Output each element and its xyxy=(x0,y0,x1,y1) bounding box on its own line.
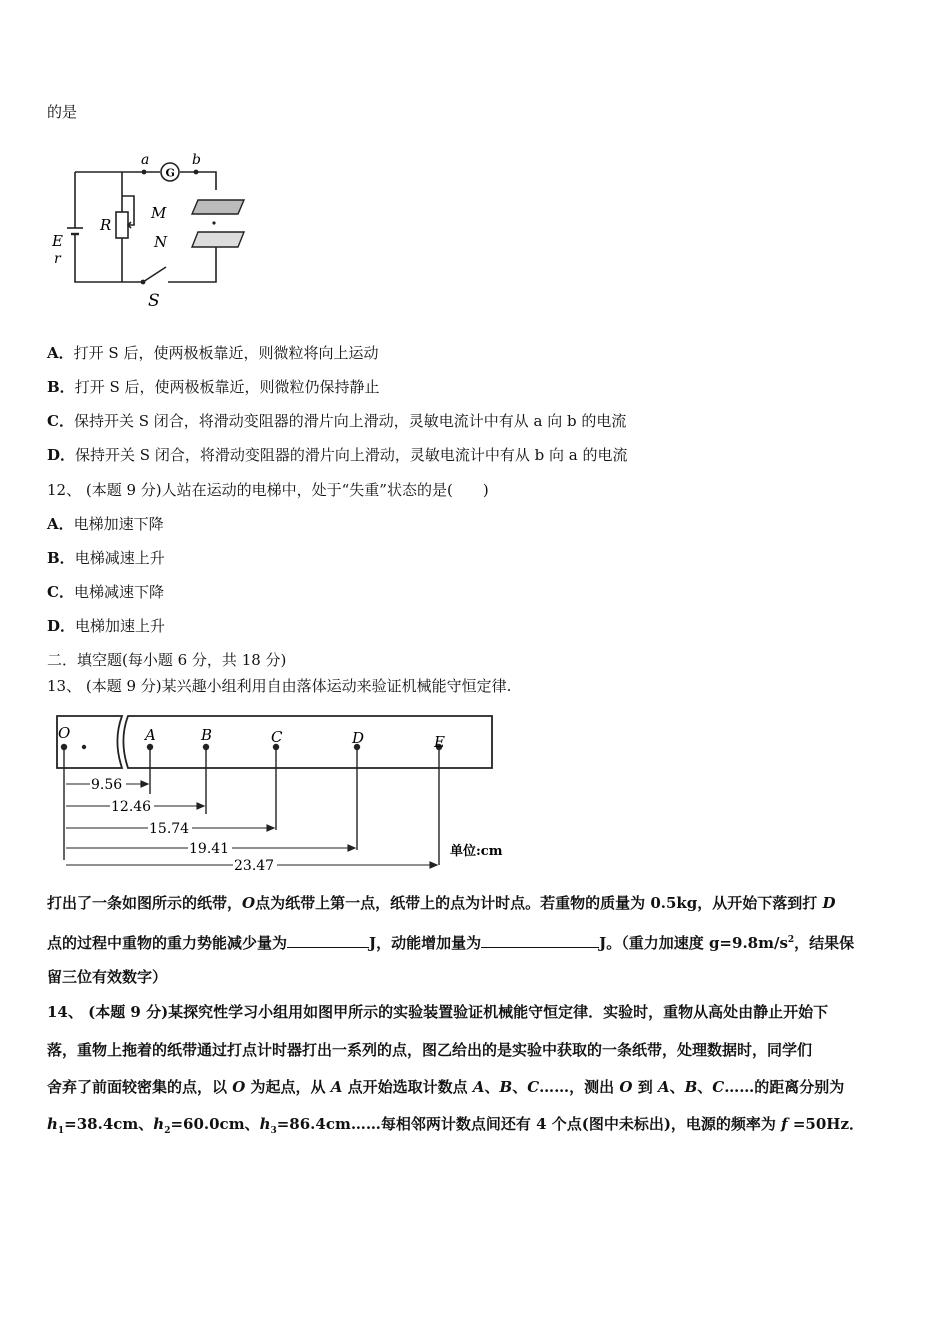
q14-line-3: 舍弃了前面较密集的点，以 O 为起点，从 A 点开始选取计数点 A、B、C……，测出 O 到 A、B、C……的距离分别为 xyxy=(47,1078,845,1096)
charged-particle xyxy=(212,221,215,224)
label-m: M xyxy=(151,204,167,222)
label-n: N xyxy=(154,233,168,251)
q12-stem: 12、 (本题 9 分)人站在运动的电梯中，处于“失重”状态的是( ) xyxy=(47,481,489,499)
q14-line-1: 14、 (本题 9 分)某探究性学习小组用如图甲所示的实验装置验证机械能守恒定律．实验时，重物从高处由静止开始下 xyxy=(47,1003,829,1021)
q12-option-a: A．电梯加速下降 xyxy=(47,515,164,533)
distance-od: 19.41 xyxy=(189,841,230,857)
q12-option-d: D．电梯加速上升 xyxy=(47,617,166,635)
label-point-o: O xyxy=(58,724,71,742)
point-b xyxy=(203,744,209,750)
q12-option-b: B．电梯减速上升 xyxy=(47,549,165,567)
kinetic-energy-blank[interactable] xyxy=(481,931,599,948)
q13-body-line-3: 留三位有效数字） xyxy=(47,968,168,986)
potential-energy-blank[interactable] xyxy=(287,931,369,948)
rheostat-body xyxy=(116,212,128,238)
q11-option-c: C．保持开关 S 闭合，将滑动变阻器的滑片向上滑动，灵敏电流计中有从 a 向 b 的电流 xyxy=(47,412,627,430)
q11-option-d: D．保持开关 S 闭合，将滑动变阻器的滑片向上滑动，灵敏电流计中有从 b 向 a 的电流 xyxy=(47,446,628,464)
label-r-resistor: R xyxy=(100,216,112,234)
section-title: 二．填空题(每小题 6 分，共 18 分) xyxy=(47,651,287,669)
q11-option-b: B．打开 S 后，使两极板靠近，则微粒仍保持静止 xyxy=(47,378,380,396)
distance-ob: 12.46 xyxy=(111,799,152,815)
plate-m xyxy=(192,200,244,214)
circuit-diagram xyxy=(48,148,258,310)
label-r-internal: r xyxy=(54,251,61,267)
label-point-e: E xyxy=(434,733,445,751)
q11-option-a: A．打开 S 后，使两极板靠近，则微粒将向上运动 xyxy=(47,344,379,362)
distance-oc: 15.74 xyxy=(149,821,190,837)
label-a: a xyxy=(141,152,150,168)
terminal-b xyxy=(194,170,199,175)
q12-option-c: C．电梯减速下降 xyxy=(47,583,164,601)
terminal-a xyxy=(142,170,147,175)
switch-blade xyxy=(143,267,166,282)
question-continuation: 的是 xyxy=(47,103,78,121)
distance-oe: 23.47 xyxy=(234,858,275,874)
label-point-d: D xyxy=(352,729,365,747)
distance-oa: 9.56 xyxy=(91,777,123,793)
q14-line-4: $h_1=38.4cm$、$h_2=60.0cm$、$h_3=86.4cm\dots\dots$每相邻两计数点间还有 4 个点(图中未标出)，电源的频率为 f =50Hz． xyxy=(47,1115,864,1136)
galvanometer-label: G xyxy=(165,166,175,180)
q13-stem: 13、 (本题 9 分)某兴趣小组利用自由落体运动来验证机械能守恒定律. xyxy=(47,677,512,695)
paper-tape-figure xyxy=(52,710,522,876)
q13-body-line-1: 打出了一条如图所示的纸带，O点为纸带上第一点，纸带上的点为计时点。若重物的质量为 0.5kg，从开始下落到打 D xyxy=(47,894,836,912)
bottom-wire xyxy=(168,247,216,282)
unit-label: 单位:cm xyxy=(450,844,503,859)
plate-n xyxy=(192,232,244,247)
point-a xyxy=(147,744,153,750)
q14-line-2: 落，重物上拖着的纸带通过打点计时器打出一系列的点，图乙给出的是实验中获取的一条纸带，处理数据时，同学们 xyxy=(47,1041,813,1059)
label-point-c: C xyxy=(271,728,283,746)
label-b: b xyxy=(192,152,201,168)
switch-pivot xyxy=(141,280,146,285)
label-point-b: B xyxy=(201,726,213,744)
label-point-a: A xyxy=(145,726,156,744)
tape-extra-dot xyxy=(82,745,86,749)
label-e: E xyxy=(52,232,63,250)
top-wire xyxy=(75,172,216,190)
label-s: S xyxy=(148,291,160,310)
q13-body-line-2: 点的过程中重物的重力势能减少量为 J，动能增加量为 J。（重力加速度 $g=9.8m/s^2$，结果保 xyxy=(47,930,854,953)
point-o xyxy=(61,744,67,750)
